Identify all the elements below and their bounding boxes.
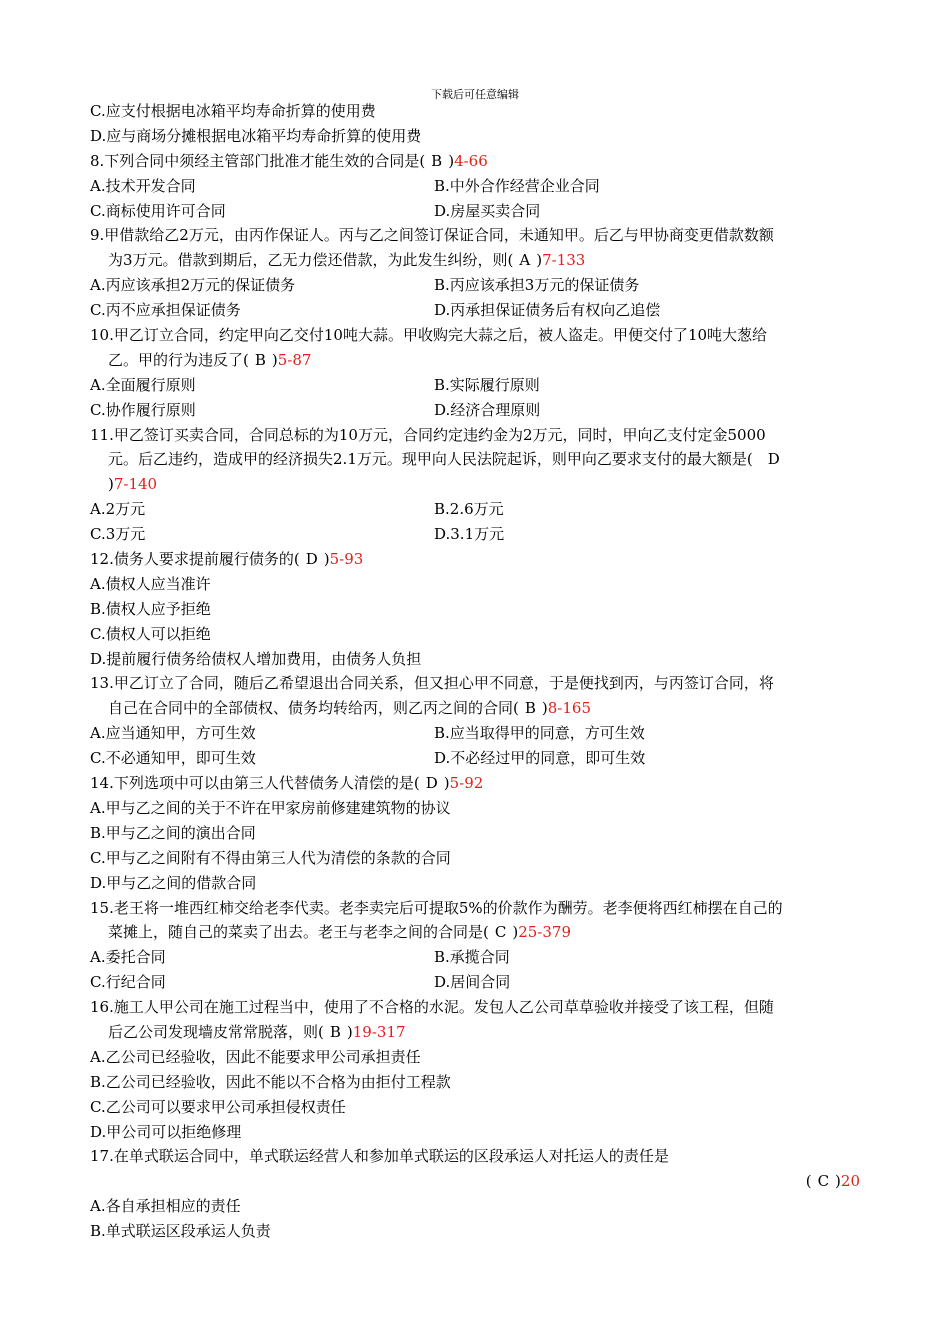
reference-number: 5-93 (329, 550, 364, 569)
line-text: D.甲与乙之间的借款合同 (90, 873, 257, 892)
question-text: 乙。甲的行为违反了( (108, 350, 249, 369)
question-close: ) (443, 774, 450, 793)
option-a: C.协作履行原则 (90, 400, 196, 419)
page-header: 下载后可任意编辑 (431, 88, 519, 101)
options-row (90, 273, 860, 298)
line-text: C.应支付根据电冰箱平均寿命折算的使用费 (90, 102, 376, 120)
option-a: A.2万元 (90, 500, 146, 519)
question-text: 8.下列合同中须经主管部门批准才能生效的合同是( (90, 151, 426, 170)
reference-number: 25-379 (518, 923, 571, 942)
options-row (90, 174, 860, 199)
option-a: A.委托合同 (90, 948, 166, 967)
option-b: D.不必经过甲的同意，即可生效 (434, 749, 646, 768)
line-text: 9.甲借款给乙2万元，由丙作保证人。丙与乙之间签订保证合同，未通知甲。后乙与甲协商变更借款数额 (90, 226, 774, 245)
option-b: B.2.6万元 (434, 500, 504, 519)
option-a: C.不必通知甲，即可生效 (90, 749, 256, 768)
question-line (90, 920, 860, 945)
text-line (90, 1095, 860, 1120)
options-row (90, 398, 860, 423)
question-close: ) (448, 151, 455, 170)
option-a: A.丙应该承担2万元的保证债务 (90, 276, 296, 295)
text-line (90, 1120, 860, 1145)
answer-letter: B (329, 1022, 341, 1041)
text-line (90, 1144, 860, 1169)
line-text: D.应与商场分摊根据电冰箱平均寿命折算的使用费 (90, 126, 422, 145)
text-line (90, 796, 860, 821)
text-line (90, 1194, 860, 1219)
line-text: A.各自承担相应的责任 (90, 1197, 241, 1216)
line-text: 15.老王将一堆西红柿交给老李代卖。老李卖完后可提取5%的价款作为酬劳。老李便将西红柿摆在自己的 (90, 898, 783, 917)
answer-letter: C (817, 1172, 830, 1191)
options-row (90, 298, 860, 323)
text-line (90, 671, 860, 696)
answer-letter: B (431, 151, 443, 170)
question-close: ) (271, 350, 278, 369)
document-body (90, 99, 860, 1244)
text-line (90, 323, 860, 348)
options-row (90, 373, 860, 398)
option-b: B.承揽合同 (434, 948, 510, 967)
text-line (90, 622, 860, 647)
text-line (90, 846, 860, 871)
text-line (90, 597, 860, 622)
line-text: B.债权人应予拒绝 (90, 599, 211, 618)
options-row (90, 522, 860, 547)
option-b: B.实际履行原则 (434, 375, 540, 394)
reference-number: 5-87 (277, 350, 312, 369)
text-line (90, 1219, 860, 1244)
line-text: A.债权人应当准许 (90, 574, 211, 593)
options-row (90, 497, 860, 522)
question-text: 自己在合同中的全部债权、债务均转给丙，则乙丙之间的合同( (108, 699, 519, 718)
option-b: D.丙承担保证债务后有权向乙追偿 (434, 301, 661, 320)
text-line (90, 821, 860, 846)
option-a: A.技术开发合同 (90, 176, 196, 195)
question-text: 后乙公司发现墙皮常常脱落，则( (108, 1022, 324, 1041)
option-b: D.经济合理原则 (434, 400, 541, 419)
option-a: C.丙不应承担保证债务 (90, 301, 241, 320)
option-b: D.居间合同 (434, 973, 511, 992)
question-close: ) (512, 923, 519, 942)
line-text: 17.在单式联运合同中，单式联运经营人和参加单式联运的区段承运人对托运人的责任是 (90, 1147, 669, 1166)
text-line (90, 572, 860, 597)
line-text: 元。后乙违约，造成甲的经济损失2.1万元。现甲向人民法院起诉，则甲向乙要求支付的最大额是( D (108, 450, 780, 469)
line-text: A.乙公司已经验收，因此不能要求甲公司承担责任 (90, 1047, 421, 1066)
text-line (90, 1070, 860, 1095)
text-line (90, 423, 860, 448)
reference-number: 5-92 (449, 774, 484, 793)
option-a: C.行纪合同 (90, 973, 166, 992)
options-row (90, 945, 860, 970)
question-text: 为3万元。借款到期后，乙无力偿还借款，为此发生纠纷，则( (108, 251, 514, 270)
question-close: ) (541, 699, 548, 718)
question-line (90, 771, 860, 796)
line-text: D.甲公司可以拒绝修理 (90, 1122, 242, 1141)
reference-number: 19-317 (352, 1022, 406, 1041)
question-line (90, 1169, 860, 1194)
line-text: 13.甲乙订立了合同，随后乙希望退出合同关系，但又担心甲不同意，于是便找到丙，与丙签订合同，将 (90, 674, 774, 693)
line-text: D.提前履行债务给债权人增加费用，由债务人负担 (90, 649, 422, 668)
option-a: A.应当通知甲，方可生效 (90, 724, 256, 743)
line-text: 11.甲乙签订买卖合同，合同总标的为10万元，合同约定违约金为2万元，同时，甲向乙支付定金5000 (90, 425, 766, 444)
option-b: B.中外合作经营企业合同 (434, 176, 600, 195)
line-text: A.甲与乙之间的关于不许在甲家房前修建建筑物的协议 (90, 798, 451, 817)
question-text: ) (108, 475, 114, 494)
question-text: 14.下列选项中可以由第三人代替债务人清偿的是( (90, 774, 420, 793)
option-b: B.丙应该承担3万元的保证债务 (434, 276, 640, 295)
text-line (90, 447, 860, 472)
text-line (90, 647, 860, 672)
answer-letter: C (494, 923, 507, 942)
answer-letter: B (524, 699, 536, 718)
line-text: B.乙公司已经验收，因此不能以不合格为由拒付工程款 (90, 1072, 451, 1091)
option-a: C.商标使用许可合同 (90, 201, 226, 220)
line-text: 10.甲乙订立合同，约定甲向乙交付10吨大蒜。甲收购完大蒜之后，被人盗走。甲便交付了10吨大葱给 (90, 326, 768, 345)
option-b: D.房屋买卖合同 (434, 201, 541, 220)
text-line (90, 124, 860, 149)
text-line (90, 99, 860, 124)
answer-letter: B (254, 350, 266, 369)
option-b: B.应当取得甲的同意，方可生效 (434, 724, 645, 743)
options-row (90, 721, 860, 746)
text-line (90, 871, 860, 896)
question-line (90, 149, 860, 174)
option-a: C.3万元 (90, 525, 146, 544)
answer-letter: D (425, 774, 438, 793)
reference-number: 7-133 (542, 251, 586, 270)
text-line (90, 223, 860, 248)
option-b: D.3.1万元 (434, 525, 505, 544)
question-close: ) (346, 1022, 353, 1041)
question-line (90, 696, 860, 721)
line-text: 16.施工人甲公司在施工过程当中，使用了不合格的水泥。发包人乙公司草草验收并接受了该工程，但随 (90, 998, 774, 1017)
reference-number: 8-165 (547, 699, 591, 718)
question-line (90, 1020, 860, 1045)
options-row (90, 199, 860, 224)
line-text: C.甲与乙之间附有不得由第三人代为清偿的条款的合同 (90, 848, 451, 867)
question-close: ) (536, 251, 543, 270)
question-text: ( (805, 1172, 812, 1191)
line-text: B.甲与乙之间的演出合同 (90, 823, 256, 842)
question-text: 菜摊上，随自己的菜卖了出去。老王与老李之间的合同是( (108, 923, 489, 942)
question-line (90, 472, 860, 497)
question-close: ) (323, 550, 330, 569)
question-line (90, 348, 860, 373)
question-text: 12.债务人要求提前履行债务的( (90, 550, 300, 569)
options-row (90, 746, 860, 771)
answer-letter: D (305, 550, 318, 569)
question-line (90, 248, 860, 273)
question-close: ) (835, 1172, 841, 1191)
line-text: C.乙公司可以要求甲公司承担侵权责任 (90, 1097, 346, 1116)
options-row (90, 970, 860, 995)
line-text: B.单式联运区段承运人负责 (90, 1222, 271, 1241)
reference-number: 7-140 (113, 475, 158, 494)
option-a: A.全面履行原则 (90, 375, 196, 394)
text-line (90, 995, 860, 1020)
answer-letter: A (519, 251, 531, 270)
question-line (90, 547, 860, 572)
reference-number: 4-66 (454, 151, 488, 170)
reference-number: 20 (840, 1172, 860, 1191)
text-line (90, 1045, 860, 1070)
text-line (90, 896, 860, 921)
line-text: C.债权人可以拒绝 (90, 624, 211, 643)
